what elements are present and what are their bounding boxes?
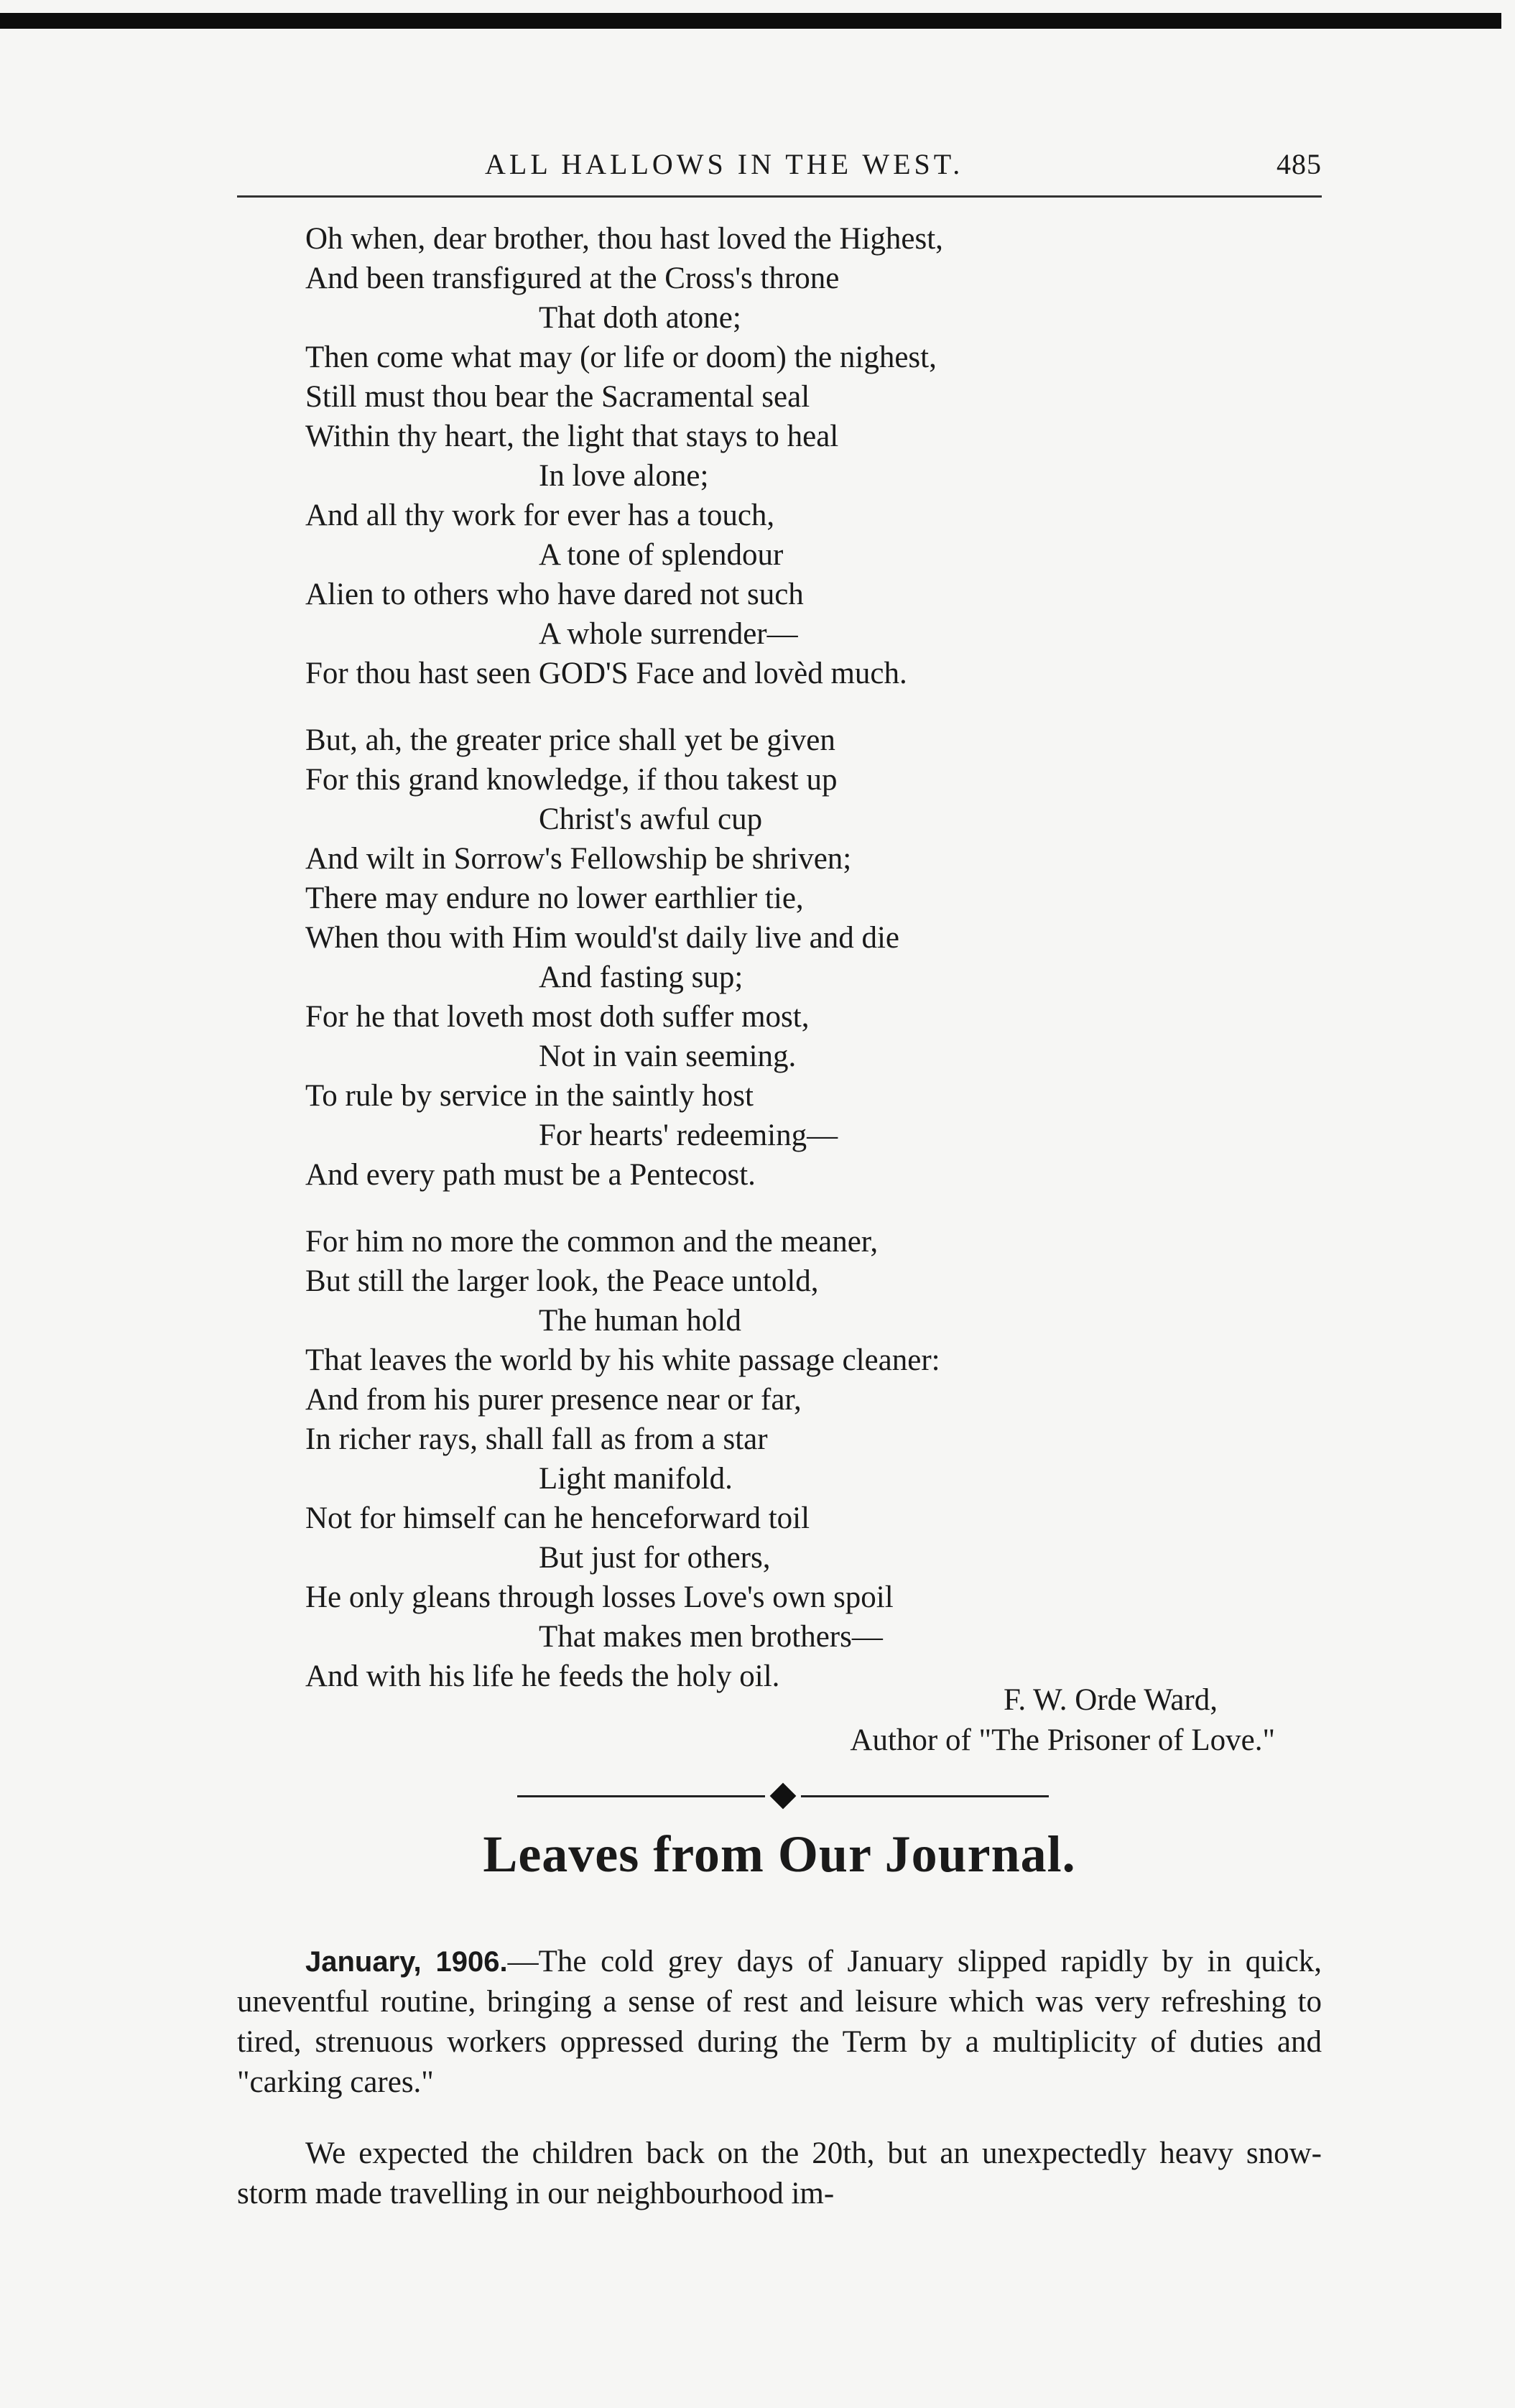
poem-line: And every path must be a Pentecost.	[305, 1158, 756, 1192]
poem-line: And from his purer presence near or far,	[305, 1383, 802, 1417]
poem-line: For thou hast seen GOD'S Face and lovèd much.	[305, 657, 907, 690]
journal-paragraph: We expected the children back on the 20th, but an unexpectedly heavy snow-storm made travelling in our neighbourhood im-	[237, 2136, 1322, 2210]
top-edge-bar	[0, 13, 1501, 29]
poem-line: In love alone;	[539, 459, 709, 493]
journal-text	[237, 1911, 1322, 2230]
poem-line: Within thy heart, the light that stays to heal	[305, 420, 839, 453]
poem-author-note: Author of "The Prisoner of Love."	[850, 1723, 1275, 1757]
journal-paragraph-text: —The cold grey days of January slipped rapidly by in quick, uneventful routine, bringing a sense of rest and leisure which was very refreshing to tired, strenuous workers oppressed during the Term by a multiplicity of duties and "carking cares."	[237, 1945, 1322, 2099]
poem-line: Then come what may (or life or doom) the nighest,	[305, 341, 937, 374]
running-title: ALL HALLOWS IN THE WEST.	[485, 148, 964, 180]
section-divider	[517, 1785, 1049, 1807]
poem-line: Christ's awful cup	[539, 802, 763, 836]
poem-line: Light manifold.	[539, 1462, 733, 1496]
divider-rule-left	[517, 1795, 765, 1797]
poem-line: But, ah, the greater price shall yet be given	[305, 723, 835, 757]
journal-date-lead: January, 1906.	[305, 1946, 508, 1978]
poem-line: For him no more the common and the meaner,	[305, 1225, 879, 1259]
poem-line: And fasting sup;	[539, 960, 743, 994]
poem-line: And with his life he feeds the holy oil.	[305, 1659, 780, 1693]
poem-line: A whole surrender—	[539, 617, 798, 651]
poem-line: For he that loveth most doth suffer most,	[305, 1000, 810, 1034]
poem-line: And been transfigured at the Cross's throne	[305, 261, 840, 295]
poem-line: But still the larger look, the Peace untold,	[305, 1264, 819, 1298]
poem-line: The human hold	[539, 1304, 741, 1338]
poem-line: Alien to others who have dared not such	[305, 578, 804, 611]
poem-line: That doth atone;	[539, 301, 741, 335]
poem-line: Still must thou bear the Sacramental seal	[305, 380, 810, 414]
poem-line: That makes men brothers—	[539, 1620, 883, 1654]
poem-line: A tone of splendour	[539, 538, 784, 572]
poem-stanza	[305, 721, 1325, 1195]
poem	[305, 219, 1325, 1723]
poem-stanza	[305, 1222, 1325, 1696]
poem-line: But just for others,	[539, 1541, 771, 1575]
poem-line: For hearts' redeeming—	[539, 1119, 838, 1152]
poem-line: For this grand knowledge, if thou takest up	[305, 763, 838, 797]
poem-signature: F. W. Orde Ward,	[1003, 1683, 1218, 1717]
divider-rule-right	[801, 1795, 1049, 1797]
poem-line: And wilt in Sorrow's Fellowship be shriven;	[305, 842, 852, 876]
poem-line: And all thy work for ever has a touch,	[305, 499, 775, 532]
poem-line: To rule by service in the saintly host	[305, 1079, 754, 1113]
header-rule	[237, 195, 1322, 198]
poem-line: He only gleans through losses Love's own spoil	[305, 1580, 894, 1614]
poem-line: There may endure no lower earthlier tie,	[305, 881, 804, 915]
divider-diamond-ornament	[770, 1783, 797, 1810]
section-heading: Leaves from Our Journal.	[483, 1825, 1076, 1883]
poem-line: That leaves the world by his white passage cleaner:	[305, 1343, 940, 1377]
poem-line: Oh when, dear brother, thou hast loved the Highest,	[305, 222, 943, 256]
poem-line: Not for himself can he henceforward toil	[305, 1501, 810, 1535]
poem-line: Not in vain seeming.	[539, 1039, 797, 1073]
page-number: 485	[1277, 148, 1322, 180]
poem-stanza	[305, 219, 1325, 693]
poem-line: In richer rays, shall fall as from a star	[305, 1422, 768, 1456]
poem-line: When thou with Him would'st daily live and die	[305, 921, 900, 955]
running-header	[237, 147, 1322, 190]
journal-paragraph	[237, 1942, 1322, 2103]
